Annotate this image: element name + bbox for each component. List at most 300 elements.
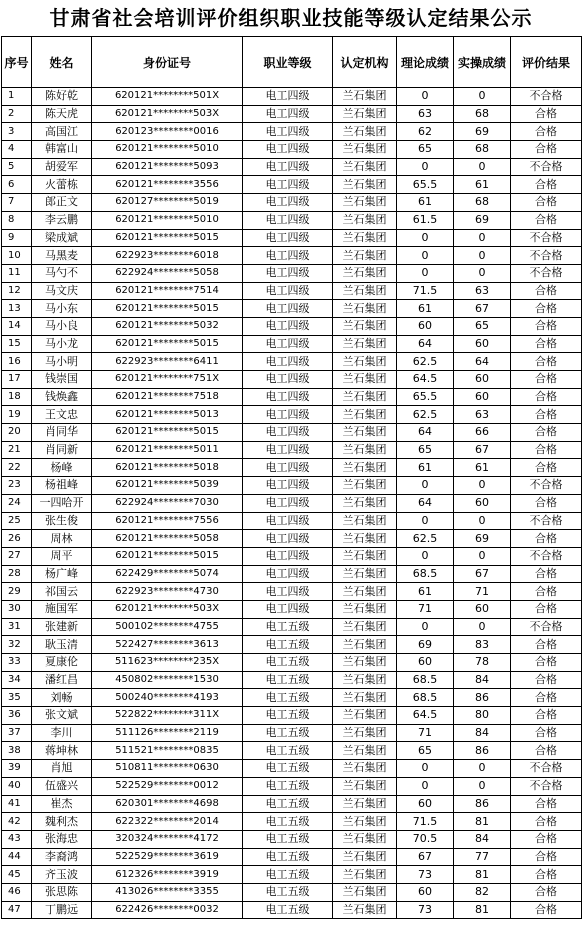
row-practical-score: 60 [454,371,511,389]
row-name: 施国军 [32,600,92,618]
row-theory-score: 61 [397,583,454,601]
row-name: 祁国云 [32,583,92,601]
row-result: 不合格 [511,477,582,495]
row-practical-score: 0 [454,247,511,265]
row-result: 合格 [511,883,582,901]
row-theory-score: 0 [397,229,454,247]
row-institution: 兰石集团 [333,406,397,424]
row-id-number: 620121********5013 [92,406,243,424]
table-row [2,512,582,530]
row-theory-score: 0 [397,512,454,530]
row-theory-score: 65 [397,441,454,459]
row-name: 张海忠 [32,830,92,848]
row-theory-score: 0 [397,88,454,106]
row-practical-score: 84 [454,724,511,742]
row-id-number: 622923********6018 [92,247,243,265]
row-practical-score: 0 [454,229,511,247]
row-institution: 兰石集团 [333,901,397,919]
table-row [2,795,582,813]
row-institution: 兰石集团 [333,194,397,212]
row-institution: 兰石集团 [333,229,397,247]
row-name: 肖同新 [32,441,92,459]
row-index: 38 [2,742,32,760]
table-row [2,583,582,601]
row-practical-score: 66 [454,424,511,442]
row-level: 电工四级 [243,194,333,212]
table-row [2,264,582,282]
row-name: 杨广峰 [32,565,92,583]
row-theory-score: 73 [397,866,454,884]
row-theory-score: 61 [397,300,454,318]
row-id-number: 620121********5058 [92,530,243,548]
row-practical-score: 60 [454,600,511,618]
row-institution: 兰石集团 [333,388,397,406]
row-index: 18 [2,388,32,406]
row-result: 不合格 [511,512,582,530]
row-id-number: 511623********235X [92,654,243,672]
row-level: 电工四级 [243,211,333,229]
row-name: 李裔鸿 [32,848,92,866]
row-index: 17 [2,371,32,389]
row-institution: 兰石集团 [333,565,397,583]
row-practical-score: 67 [454,565,511,583]
row-index: 5 [2,158,32,176]
row-practical-score: 84 [454,830,511,848]
row-level: 电工四级 [243,388,333,406]
table-row [2,547,582,565]
row-theory-score: 0 [397,477,454,495]
row-name: 马勺不 [32,264,92,282]
row-institution: 兰石集团 [333,742,397,760]
row-index: 42 [2,813,32,831]
row-practical-score: 63 [454,282,511,300]
row-result: 合格 [511,813,582,831]
row-practical-score: 65 [454,317,511,335]
row-institution: 兰石集团 [333,123,397,141]
row-practical-score: 71 [454,583,511,601]
row-id-number: 500102********4755 [92,618,243,636]
row-name: 郎正文 [32,194,92,212]
row-name: 杨峰 [32,459,92,477]
row-level: 电工五级 [243,901,333,919]
row-theory-score: 64 [397,335,454,353]
row-result: 合格 [511,707,582,725]
table-row [2,441,582,459]
table-row [2,335,582,353]
row-index: 27 [2,547,32,565]
row-level: 电工五级 [243,654,333,672]
row-id-number: 620121********5015 [92,300,243,318]
row-level: 电工四级 [243,141,333,159]
row-institution: 兰石集团 [333,671,397,689]
row-practical-score: 67 [454,441,511,459]
row-level: 电工五级 [243,636,333,654]
row-id-number: 620121********5093 [92,158,243,176]
row-result: 不合格 [511,777,582,795]
row-name: 一四哈开 [32,494,92,512]
row-id-number: 622923********4730 [92,583,243,601]
row-practical-score: 0 [454,477,511,495]
row-practical-score: 83 [454,636,511,654]
row-id-number: 620121********3556 [92,176,243,194]
row-level: 电工四级 [243,247,333,265]
row-index: 14 [2,317,32,335]
row-level: 电工五级 [243,707,333,725]
row-institution: 兰石集团 [333,264,397,282]
row-result: 合格 [511,353,582,371]
row-practical-score: 67 [454,300,511,318]
row-result: 合格 [511,424,582,442]
row-theory-score: 60 [397,317,454,335]
row-practical-score: 0 [454,158,511,176]
row-level: 电工四级 [243,477,333,495]
row-level: 电工四级 [243,282,333,300]
row-theory-score: 62.5 [397,353,454,371]
row-result: 合格 [511,600,582,618]
table-body [2,88,582,919]
row-level: 电工四级 [243,565,333,583]
row-theory-score: 0 [397,264,454,282]
table-row [2,813,582,831]
column-header-institution: 认定机构 [333,37,397,88]
row-theory-score: 68.5 [397,565,454,583]
row-theory-score: 67 [397,848,454,866]
table-row [2,141,582,159]
row-result: 不合格 [511,88,582,106]
row-index: 24 [2,494,32,512]
row-institution: 兰石集团 [333,335,397,353]
row-result: 合格 [511,459,582,477]
row-name: 崔杰 [32,795,92,813]
row-id-number: 620121********5010 [92,141,243,159]
row-level: 电工五级 [243,813,333,831]
row-name: 韩富山 [32,141,92,159]
row-id-number: 620121********5039 [92,477,243,495]
row-name: 马文庆 [32,282,92,300]
row-index: 43 [2,830,32,848]
row-level: 电工四级 [243,459,333,477]
table-row [2,282,582,300]
row-institution: 兰石集团 [333,707,397,725]
row-id-number: 620121********503X [92,600,243,618]
row-result: 合格 [511,636,582,654]
row-index: 11 [2,264,32,282]
row-practical-score: 80 [454,707,511,725]
row-practical-score: 77 [454,848,511,866]
row-institution: 兰石集团 [333,353,397,371]
row-name: 伍盛兴 [32,777,92,795]
row-name: 钱崇国 [32,371,92,389]
row-result: 合格 [511,848,582,866]
row-name: 胡爱军 [32,158,92,176]
row-practical-score: 86 [454,742,511,760]
row-result: 合格 [511,795,582,813]
row-practical-score: 0 [454,88,511,106]
row-index: 44 [2,848,32,866]
table-row [2,883,582,901]
row-id-number: 522529********3619 [92,848,243,866]
row-name: 杨祖峰 [32,477,92,495]
row-level: 电工四级 [243,583,333,601]
table-row [2,830,582,848]
row-level: 电工四级 [243,123,333,141]
row-name: 马小良 [32,317,92,335]
row-name: 陈天虎 [32,105,92,123]
row-index: 36 [2,707,32,725]
row-name: 齐玉波 [32,866,92,884]
row-institution: 兰石集团 [333,547,397,565]
row-theory-score: 71 [397,724,454,742]
row-index: 32 [2,636,32,654]
row-id-number: 620121********5032 [92,317,243,335]
row-theory-score: 69 [397,636,454,654]
table-header-row [2,37,582,88]
row-level: 电工四级 [243,158,333,176]
row-index: 22 [2,459,32,477]
row-institution: 兰石集团 [333,441,397,459]
row-practical-score: 60 [454,494,511,512]
row-theory-score: 62.5 [397,530,454,548]
row-index: 12 [2,282,32,300]
row-level: 电工四级 [243,229,333,247]
row-index: 33 [2,654,32,672]
table-row [2,671,582,689]
table-row [2,530,582,548]
row-practical-score: 64 [454,353,511,371]
row-result: 合格 [511,335,582,353]
row-institution: 兰石集团 [333,618,397,636]
row-practical-score: 81 [454,901,511,919]
row-institution: 兰石集团 [333,371,397,389]
row-result: 合格 [511,565,582,583]
table-row [2,459,582,477]
row-practical-score: 81 [454,866,511,884]
row-index: 47 [2,901,32,919]
row-index: 40 [2,777,32,795]
row-id-number: 620121********5010 [92,211,243,229]
row-index: 19 [2,406,32,424]
row-practical-score: 60 [454,388,511,406]
row-institution: 兰石集团 [333,158,397,176]
row-result: 合格 [511,441,582,459]
row-id-number: 620121********5018 [92,459,243,477]
column-header-theory-score: 理论成绩 [397,37,454,88]
row-theory-score: 63 [397,105,454,123]
row-result: 合格 [511,176,582,194]
row-index: 45 [2,866,32,884]
row-result: 合格 [511,530,582,548]
row-level: 电工四级 [243,512,333,530]
row-result: 合格 [511,317,582,335]
row-name: 张文斌 [32,707,92,725]
row-name: 张生俊 [32,512,92,530]
row-index: 29 [2,583,32,601]
column-header-index: 序号 [2,37,32,88]
row-practical-score: 78 [454,654,511,672]
row-theory-score: 0 [397,547,454,565]
table-row [2,424,582,442]
row-result: 合格 [511,742,582,760]
row-name: 张思陈 [32,883,92,901]
row-id-number: 320324********4172 [92,830,243,848]
row-id-number: 413026********3355 [92,883,243,901]
row-id-number: 450802********1530 [92,671,243,689]
row-id-number: 620121********503X [92,105,243,123]
row-institution: 兰石集团 [333,813,397,831]
table-row [2,317,582,335]
row-level: 电工四级 [243,264,333,282]
table-row [2,565,582,583]
table-row [2,760,582,778]
row-id-number: 622322********2014 [92,813,243,831]
row-result: 合格 [511,211,582,229]
table-row [2,300,582,318]
row-index: 23 [2,477,32,495]
row-result: 合格 [511,583,582,601]
row-result: 合格 [511,494,582,512]
row-index: 31 [2,618,32,636]
row-institution: 兰石集团 [333,795,397,813]
row-theory-score: 0 [397,247,454,265]
table-row [2,901,582,919]
row-id-number: 622429********5074 [92,565,243,583]
row-institution: 兰石集团 [333,583,397,601]
row-theory-score: 68.5 [397,671,454,689]
row-name: 蒋坤林 [32,742,92,760]
row-index: 10 [2,247,32,265]
row-id-number: 622924********7030 [92,494,243,512]
page-title: 甘肃省社会培训评价组织职业技能等级认定结果公示 [49,6,533,30]
row-institution: 兰石集团 [333,317,397,335]
row-name: 马黑麦 [32,247,92,265]
row-id-number: 612326********3919 [92,866,243,884]
row-level: 电工四级 [243,105,333,123]
row-theory-score: 70.5 [397,830,454,848]
column-header-name: 姓名 [32,37,92,88]
row-name: 张建新 [32,618,92,636]
row-result: 合格 [511,671,582,689]
row-institution: 兰石集团 [333,176,397,194]
row-institution: 兰石集团 [333,459,397,477]
row-index: 30 [2,600,32,618]
row-index: 16 [2,353,32,371]
row-result: 合格 [511,105,582,123]
row-id-number: 620121********5015 [92,547,243,565]
row-result: 合格 [511,830,582,848]
row-institution: 兰石集团 [333,600,397,618]
row-theory-score: 64 [397,424,454,442]
row-institution: 兰石集团 [333,88,397,106]
row-level: 电工四级 [243,494,333,512]
row-practical-score: 81 [454,813,511,831]
row-level: 电工五级 [243,742,333,760]
row-level: 电工四级 [243,530,333,548]
row-practical-score: 0 [454,264,511,282]
row-name: 高国江 [32,123,92,141]
table-row [2,371,582,389]
row-name: 周平 [32,547,92,565]
row-name: 肖旭 [32,760,92,778]
row-level: 电工四级 [243,441,333,459]
row-id-number: 522529********0012 [92,777,243,795]
row-result: 不合格 [511,247,582,265]
row-result: 合格 [511,724,582,742]
table-row [2,742,582,760]
row-id-number: 622426********0032 [92,901,243,919]
row-theory-score: 62 [397,123,454,141]
row-theory-score: 65 [397,742,454,760]
row-theory-score: 71 [397,600,454,618]
row-result: 合格 [511,406,582,424]
row-level: 电工五级 [243,777,333,795]
row-index: 1 [2,88,32,106]
row-theory-score: 65.5 [397,176,454,194]
table-row [2,848,582,866]
row-theory-score: 61 [397,459,454,477]
row-theory-score: 68.5 [397,689,454,707]
row-institution: 兰石集团 [333,105,397,123]
table-row [2,353,582,371]
row-theory-score: 60 [397,654,454,672]
row-level: 电工五级 [243,883,333,901]
column-header-result: 评价结果 [511,37,582,88]
row-id-number: 622924********5058 [92,264,243,282]
row-practical-score: 86 [454,689,511,707]
row-theory-score: 64 [397,494,454,512]
row-id-number: 620121********5015 [92,229,243,247]
table-row [2,105,582,123]
row-name: 马小明 [32,353,92,371]
row-theory-score: 62.5 [397,406,454,424]
row-theory-score: 64.5 [397,371,454,389]
row-index: 3 [2,123,32,141]
row-index: 9 [2,229,32,247]
row-name: 李云鹏 [32,211,92,229]
row-level: 电工四级 [243,600,333,618]
row-name: 李川 [32,724,92,742]
table-row [2,211,582,229]
row-result: 合格 [511,689,582,707]
row-theory-score: 65.5 [397,388,454,406]
row-index: 34 [2,671,32,689]
table-row [2,866,582,884]
row-id-number: 620127********5019 [92,194,243,212]
table-row [2,247,582,265]
table-row [2,388,582,406]
row-theory-score: 61.5 [397,211,454,229]
row-level: 电工四级 [243,371,333,389]
row-theory-score: 0 [397,618,454,636]
row-name: 王文忠 [32,406,92,424]
row-result: 合格 [511,282,582,300]
row-name: 马小东 [32,300,92,318]
row-index: 35 [2,689,32,707]
row-index: 25 [2,512,32,530]
row-id-number: 620301********4698 [92,795,243,813]
table-row [2,600,582,618]
row-index: 21 [2,441,32,459]
table-row [2,176,582,194]
row-institution: 兰石集团 [333,211,397,229]
row-id-number: 620121********751X [92,371,243,389]
row-result: 合格 [511,300,582,318]
results-table [1,36,582,919]
row-level: 电工五级 [243,618,333,636]
row-id-number: 620121********7556 [92,512,243,530]
row-index: 8 [2,211,32,229]
row-name: 魏利杰 [32,813,92,831]
row-level: 电工四级 [243,424,333,442]
